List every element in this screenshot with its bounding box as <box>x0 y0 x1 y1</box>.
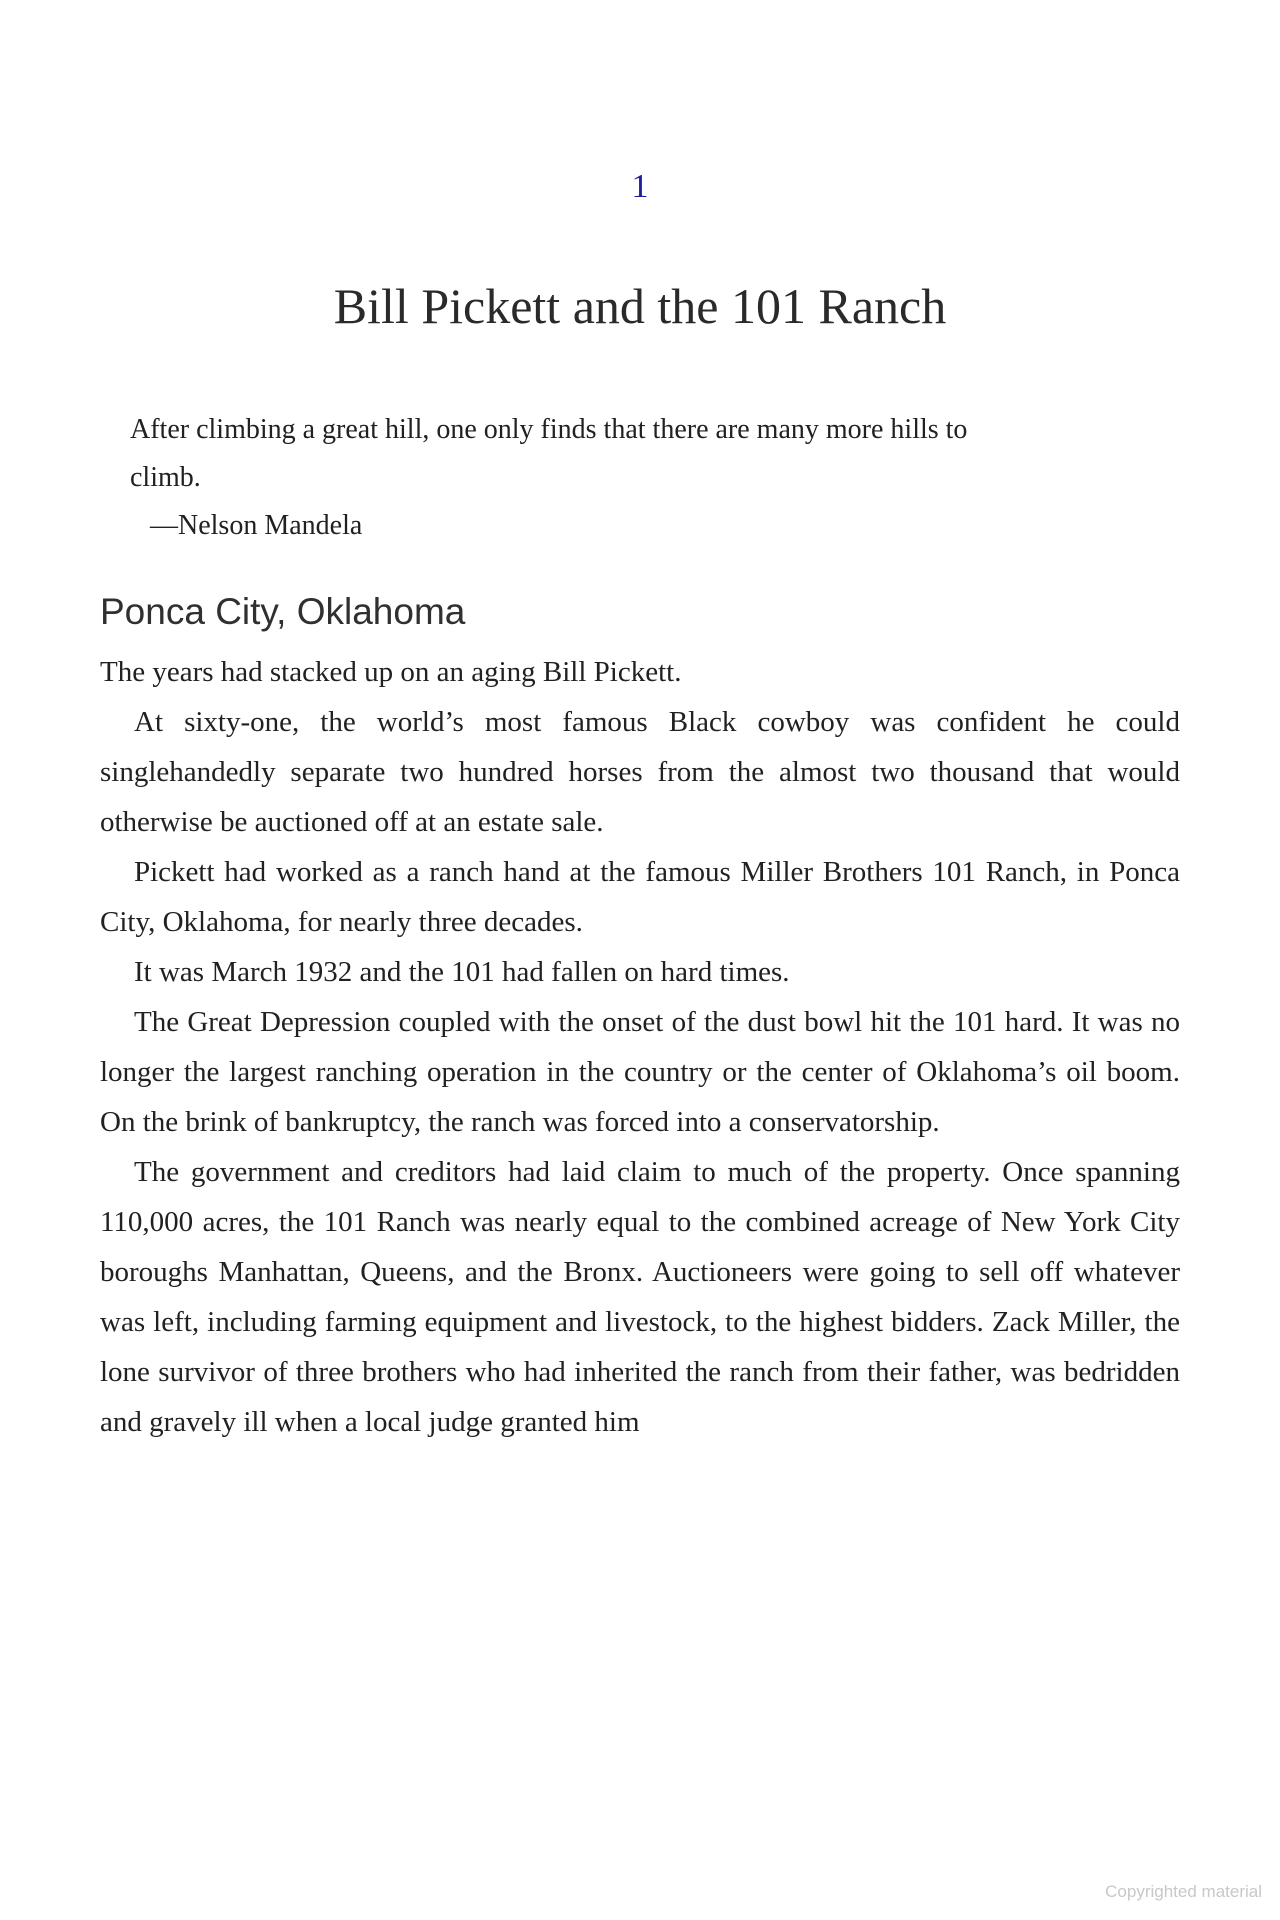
chapter-title: Bill Pickett and the 101 Ranch <box>333 278 947 334</box>
chapter-number: 1 <box>631 168 649 205</box>
paragraph-2: At sixty-one, the world’s most famous Black cowboy was confident he could singlehandedly separate two hundred horses from the almost two thousand that would otherwise be auctioned off at an estate sale. <box>100 706 1180 838</box>
paragraph-4: It was March 1932 and the 101 had fallen on hard times. <box>134 956 790 988</box>
epigraph <box>130 406 1030 550</box>
paragraph-3: Pickett had worked as a ranch hand at the famous Miller Brothers 101 Ranch, in Ponca City, Oklahoma, for nearly three decades. <box>100 856 1180 938</box>
body-text <box>100 647 1180 1447</box>
epigraph-attribution: —Nelson Mandela <box>150 510 363 541</box>
paragraph-5: The Great Depression coupled with the onset of the dust bowl hit the 101 hard. It was no longer the largest ranching operation in the country or the center of Oklahoma’s oil boom. On the brink of bankruptcy, the ranch was forced into a conservatorship. <box>100 1006 1180 1138</box>
epigraph-quote: After climbing a great hill, one only finds that there are many more hills to climb. <box>130 414 968 493</box>
section-heading: Ponca City, Oklahoma <box>100 591 466 632</box>
paragraph-1: The years had stacked up on an aging Bill Pickett. <box>100 656 682 688</box>
paragraph-6: The government and creditors had laid claim to much of the property. Once spanning 110,000 acres, the 101 Ranch was nearly equal to the combined acreage of New York City boroughs Manhattan, Queens, and the Bronx. Auctioneers were going to sell off whatever was left, including farming equipment and livestock, to the highest bidders. Zack Miller, the lone survivor of three brothers who had inherited the ranch from their father, was bedridden and gravely ill when a local judge granted him <box>100 1156 1180 1438</box>
copyright-watermark: Copyrighted material <box>1105 1882 1262 1901</box>
